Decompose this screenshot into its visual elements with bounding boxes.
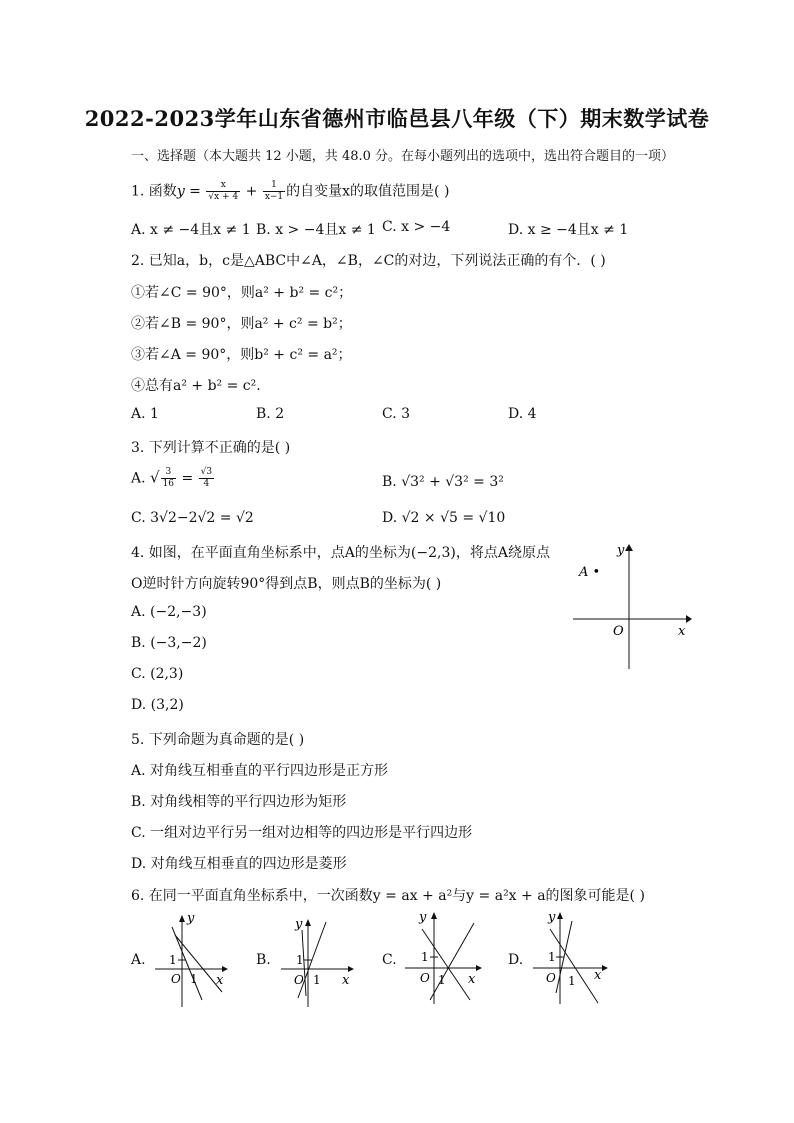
q3-a-result	[199, 467, 214, 490]
q4-option-a[interactable]: A. (−2,−3)	[131, 604, 207, 620]
q1-prefix: 1. 函数	[131, 183, 177, 200]
q4-option-c[interactable]: C. (2,3)	[131, 666, 184, 682]
q2-statement-2: ②若∠B = 90°，则a² + c² = b²；	[131, 316, 352, 332]
q4-option-d[interactable]: D. (3,2)	[131, 697, 184, 713]
q6-b-y-label: y	[295, 917, 303, 932]
q1-suffix: 的自变量x的取值范围是( )	[286, 183, 450, 200]
q5-stem: 5. 下列命题为真命题的是( )	[131, 732, 305, 748]
q3-a-rden: 4	[199, 478, 214, 490]
q1-y-eq: y =	[176, 183, 201, 200]
q4-point-a: A •	[579, 565, 601, 580]
q6-b-origin: O	[294, 973, 304, 987]
q6-d-origin: O	[546, 971, 556, 985]
section-heading: 一、选择题（本大题共 12 小题，共 48.0 分。在每小题列出的选项中，选出符合题目的一项）	[131, 149, 675, 164]
q6-graph-b[interactable]	[276, 910, 356, 1010]
q4-option-b[interactable]: B. (−3,−2)	[131, 635, 207, 651]
q3-a-label: A.	[131, 470, 146, 487]
q6-a-origin: O	[171, 972, 181, 986]
q1-frac1-den: √x + 4	[208, 192, 239, 202]
q1-frac2-num: 1	[271, 180, 277, 190]
q6-graph-c[interactable]	[400, 907, 485, 1007]
q5-option-a[interactable]: A. 对角线互相垂直的平行四边形是正方形	[131, 763, 389, 779]
q2-stem: 2. 已知a，b，c是△ABC中∠A，∠B，∠C的对边，下列说法正确的有个．( )	[131, 253, 606, 269]
q6-a-one-y: 1	[169, 953, 177, 967]
q4-coordinate-figure	[568, 538, 693, 673]
q3-stem: 3. 下列计算不正确的是( )	[131, 440, 291, 456]
q6-c-one-y: 1	[421, 950, 429, 964]
q6-d-one-y: 1	[548, 950, 556, 964]
q3-option-d[interactable]: D. √2 × √5 = √10	[382, 510, 506, 526]
q6-c-origin: O	[420, 971, 430, 985]
q6-d-y-label: y	[548, 910, 556, 925]
q6-d-x-label: x	[594, 968, 602, 983]
q6-c-one-x: 1	[438, 973, 446, 987]
q6-b-one-x: 1	[313, 973, 321, 987]
q3-a-num: 3	[165, 467, 172, 477]
q6-stem: 6. 在同一平面直角坐标系中，一次函数y = ax + a²与y = a²x + a的图象可能是( )	[131, 888, 645, 904]
q3-option-b[interactable]: B. √3² + √3² = 3²	[382, 474, 504, 490]
q4-x-axis-label: x	[678, 624, 686, 639]
q6-a-y-label: y	[187, 911, 195, 926]
q5-option-c[interactable]: C. 一组对边平行另一组对边相等的四边形是平行四边形	[131, 825, 473, 841]
q2-option-c[interactable]: C. 3	[382, 406, 411, 422]
q5-option-b[interactable]: B. 对角线相等的平行四边形为矩形	[131, 794, 347, 810]
q6-option-a-label[interactable]: A.	[131, 952, 146, 968]
sqrt-icon: √	[150, 468, 160, 487]
q2-option-b[interactable]: B. 2	[256, 406, 285, 422]
q1-option-d[interactable]: D. x ≥ −4且x ≠ 1	[508, 222, 629, 238]
q4-stem-line-1: 4. 如图，在平面直角坐标系中，点A的坐标为(−2,3)，将点A绕原点	[131, 545, 550, 561]
q2-statement-4: ④总有a² + b² = c².	[131, 378, 261, 394]
q3-option-c[interactable]: C. 3√2−2√2 = √2	[131, 510, 254, 526]
q6-a-x-label: x	[216, 973, 224, 988]
q4-origin-label: O	[613, 624, 624, 639]
q2-option-a[interactable]: A. 1	[131, 406, 159, 422]
q6-option-b-label[interactable]: B.	[256, 952, 271, 968]
q3-a-eq: =	[181, 470, 194, 487]
q1-option-b[interactable]: B. x > −4且x ≠ 1	[256, 222, 376, 238]
q4-stem-line-2: O逆时针方向旋转90°得到点B，则点B的坐标为( )	[131, 576, 442, 592]
q6-graph-d[interactable]	[528, 907, 613, 1007]
q6-d-one-x: 1	[568, 974, 576, 988]
q3-option-a[interactable]	[131, 467, 215, 490]
q6-b-one-y: 1	[296, 953, 304, 967]
q6-c-x-label: x	[468, 972, 476, 987]
q1-frac1-num: x	[220, 180, 226, 190]
q6-option-c-label[interactable]: C.	[382, 952, 397, 968]
q1-option-a[interactable]: A. x ≠ −4且x ≠ 1	[131, 222, 251, 238]
q1-option-c[interactable]: C. x > −4	[382, 219, 451, 235]
q2-statement-3: ③若∠A = 90°，则b² + c² = a²；	[131, 347, 352, 363]
q4-y-axis-label: y	[617, 543, 625, 558]
q2-option-d[interactable]: D. 4	[508, 406, 537, 422]
q6-option-d-label[interactable]: D.	[508, 952, 524, 968]
q6-c-y-label: y	[419, 910, 427, 925]
q6-a-one-x: 1	[190, 972, 198, 986]
q1-frac2-den: x−1	[264, 192, 284, 202]
q5-option-d[interactable]: D. 对角线互相垂直的四边形是菱形	[131, 856, 347, 872]
q1-fraction-2	[263, 180, 285, 203]
q3-a-den: 16	[162, 479, 175, 489]
q3-a-fraction	[161, 467, 176, 490]
q2-statement-1: ①若∠C = 90°，则a² + b² = c²；	[131, 285, 353, 301]
q1-stem	[131, 180, 449, 203]
q3-a-rnum: √3	[200, 467, 213, 477]
exam-title: 2022-2023学年山东省德州市临邑县八年级（下）期末数学试卷	[84, 106, 710, 131]
q6-b-x-label: x	[342, 973, 350, 988]
q1-fraction-1	[206, 180, 240, 203]
q1-plus: +	[245, 183, 258, 200]
q6-graph-a[interactable]	[150, 910, 230, 1010]
